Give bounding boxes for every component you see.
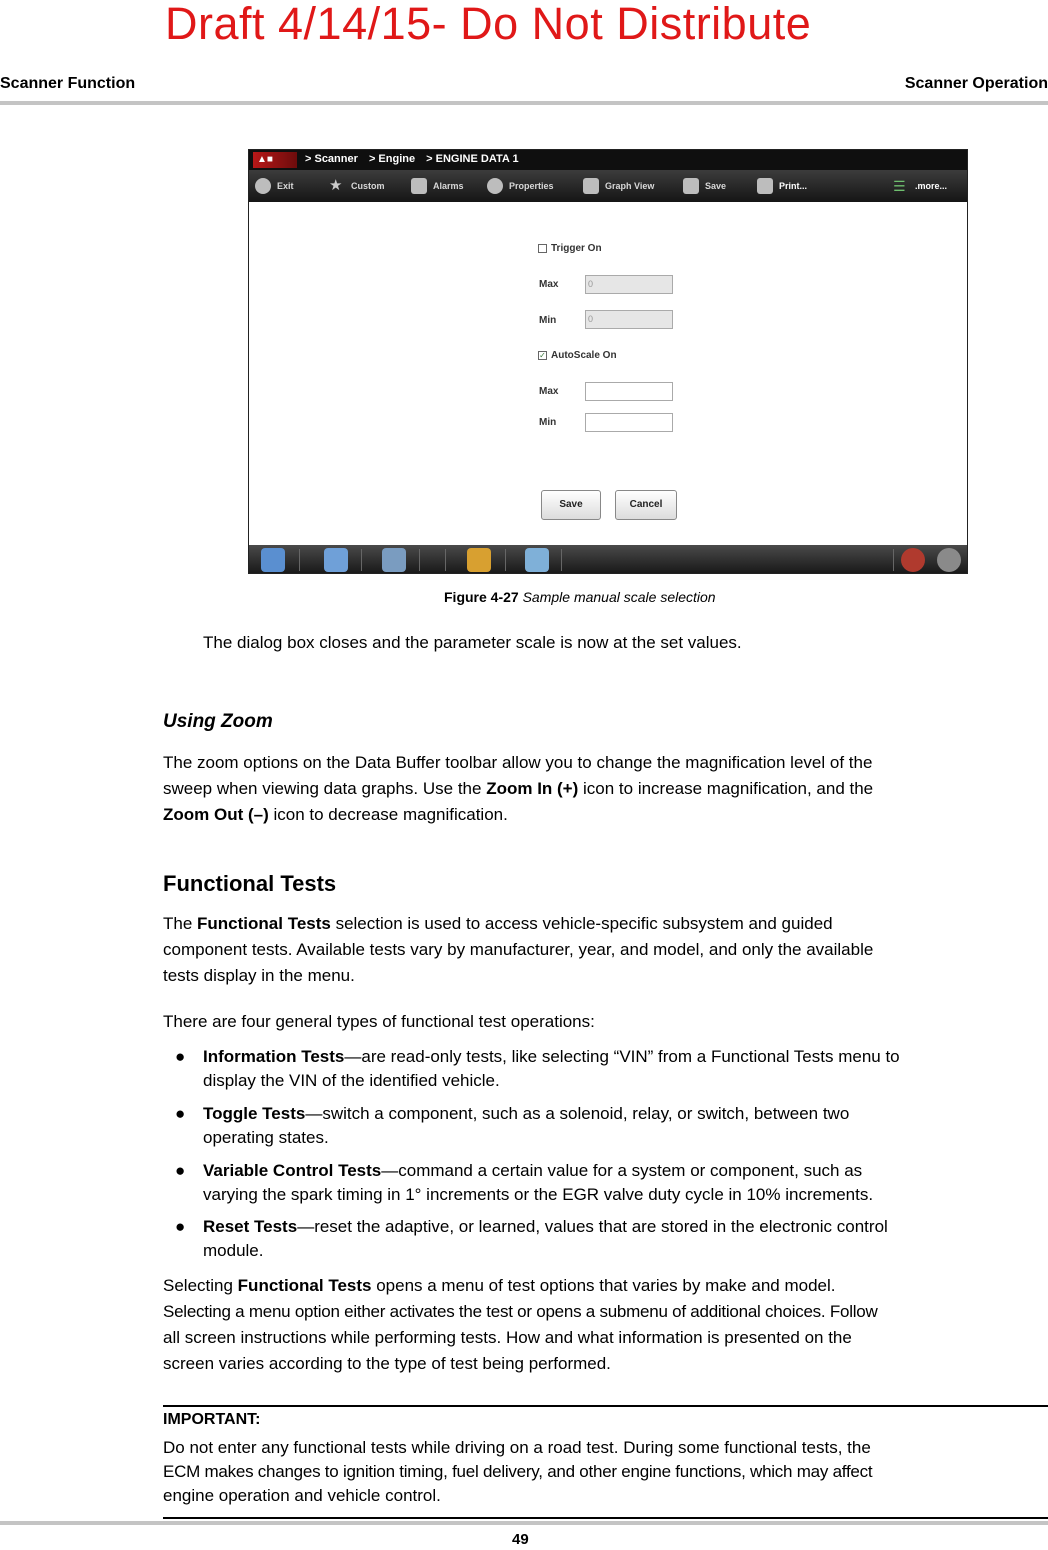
bullet-dot-icon: ●	[175, 1047, 186, 1066]
bullet-text	[203, 1045, 1048, 1093]
trigger-on-checkbox[interactable]	[538, 243, 602, 254]
footer-rule	[0, 1521, 1048, 1525]
bullet-line-1: —reset the adaptive, or learned, values that are stored in the electronic control	[297, 1217, 888, 1236]
bullet-text	[203, 1215, 1048, 1263]
important-bottom-rule	[163, 1517, 1048, 1519]
autoscale-min-input[interactable]	[585, 413, 673, 432]
screenshot-toolbar	[249, 170, 967, 202]
taskbar-separator	[361, 549, 362, 571]
taskbar-separator	[893, 549, 894, 571]
breadcrumb	[305, 153, 527, 165]
running-header-right: Scanner Operation	[904, 75, 1048, 92]
zoom-in-term: Zoom In (+)	[486, 779, 579, 798]
important-line-1: Do not enter any functional tests while driving on a road test. During some functional tests, the	[163, 1438, 871, 1457]
save-button[interactable]: Save	[541, 490, 601, 520]
back-arrow-icon	[255, 178, 271, 194]
alarms-label: Alarms	[433, 181, 464, 191]
trigger-max-input[interactable]: 0	[585, 275, 673, 294]
breadcrumb-engine-data: > ENGINE DATA 1	[426, 153, 519, 165]
breadcrumb-scanner[interactable]: > Scanner	[305, 153, 358, 165]
functional-tests-term: Functional Tests	[237, 1276, 372, 1295]
exit-button[interactable]	[255, 170, 294, 202]
zoom-text: icon to increase magnification, and the	[578, 779, 874, 798]
breadcrumb-engine[interactable]: > Engine	[368, 153, 416, 165]
functional-tests-heading: Functional Tests	[163, 871, 337, 896]
autoscale-min-label: Min	[539, 417, 557, 428]
bullet-line-2: operating states.	[203, 1128, 329, 1147]
properties-label: Properties	[509, 181, 554, 191]
autoscale-checkbox-box[interactable]: ✓	[539, 351, 546, 360]
custom-label: Custom	[351, 181, 385, 191]
selecting-line-1	[163, 1273, 1048, 1299]
screenshot-titlebar	[249, 150, 967, 170]
trigger-max-label: Max	[539, 279, 559, 290]
taskbar-separator	[419, 549, 420, 571]
bullet-term: Variable Control Tests	[203, 1161, 382, 1180]
bullet-line-2: display the VIN of the identified vehicle.	[203, 1071, 500, 1090]
functional-text: The	[163, 914, 198, 933]
exit-label: Exit	[277, 181, 294, 191]
bullet-line-2: module.	[203, 1241, 264, 1260]
screenshot-taskbar	[249, 545, 967, 574]
zoom-text: sweep when viewing data graphs. Use the	[163, 779, 487, 798]
scale-dialog	[249, 202, 967, 545]
functional-tests-term: Functional Tests	[197, 914, 331, 933]
selecting-line-3: all screen instructions while performing tests. How and what information is presented on the	[163, 1328, 852, 1347]
zoom-line-2	[163, 776, 1048, 802]
zoom-line-3	[163, 802, 1048, 828]
trigger-on-label: Trigger On	[551, 243, 602, 254]
important-line-3: engine operation and vehicle control.	[163, 1486, 441, 1505]
bullet-term: Reset Tests	[203, 1217, 298, 1236]
using-zoom-heading: Using Zoom	[163, 711, 273, 732]
autoscale-on-label: AutoScale On	[551, 350, 617, 361]
figure-caption	[444, 589, 716, 605]
cancel-button[interactable]: Cancel	[615, 490, 677, 520]
important-line-2: ECM makes changes to ignition timing, fuel delivery, and other engine functions, which may affect	[163, 1462, 873, 1481]
save-toolbar-button[interactable]	[683, 170, 726, 202]
selecting-text: opens a menu of test options that varies by make and model.	[371, 1276, 836, 1295]
autoscale-max-input[interactable]	[585, 382, 673, 401]
running-header-left: Scanner Function	[0, 75, 136, 92]
header-rule	[0, 101, 1048, 105]
selecting-functional-paragraph	[163, 1273, 1048, 1377]
taskbar-separator	[299, 549, 300, 571]
taskbar-separator	[445, 549, 446, 571]
taskbar-separator	[561, 549, 562, 571]
bullet-line-1: —are read-only tests, like selecting “VIN” from a Functional Tests menu to	[344, 1047, 900, 1066]
app-logo-icon: ▲■	[253, 152, 297, 168]
alarm-bell-icon	[411, 178, 427, 194]
test-types-intro: There are four general types of functional test operations:	[163, 1012, 595, 1031]
after-figure-paragraph: The dialog box closes and the parameter scale is now at the set values.	[203, 633, 742, 652]
bullet-dot-icon: ●	[175, 1217, 186, 1236]
bullet-term: Information Tests	[203, 1047, 345, 1066]
bullet-line-2: varying the spark timing in 1° increments or the EGR valve duty cycle in 10% increments.	[203, 1185, 874, 1204]
tools-icon[interactable]	[467, 548, 491, 572]
printer-icon	[757, 178, 773, 194]
bullet-text	[203, 1102, 1048, 1150]
vehicle-info-icon[interactable]	[324, 548, 348, 572]
selecting-line-2: Selecting a menu option either activates the test or opens a submenu of additional choices. Follow	[163, 1302, 878, 1321]
graph-icon	[583, 178, 599, 194]
folder-icon[interactable]	[525, 548, 549, 572]
figure-caption-text: Sample manual scale selection	[522, 589, 716, 605]
page-number: 49	[512, 1531, 529, 1548]
save-toolbar-label: Save	[705, 181, 727, 191]
trigger-min-label: Min	[539, 315, 557, 326]
bullet-dot-icon: ●	[175, 1104, 186, 1123]
zoom-out-term: Zoom Out (–)	[163, 805, 269, 824]
autoscale-max-label: Max	[539, 386, 559, 397]
zoom-line-1: The zoom options on the Data Buffer toolbar allow you to change the magnification level of the	[163, 753, 873, 772]
important-heading: IMPORTANT:	[163, 1411, 261, 1428]
autoscale-on-checkbox[interactable]	[538, 350, 617, 361]
zoom-text: icon to decrease magnification.	[268, 805, 508, 824]
functional-line-3: tests display in the menu.	[163, 966, 355, 985]
print-label: Print...	[779, 181, 808, 191]
trigger-checkbox-box[interactable]	[538, 244, 547, 253]
selecting-line-4: screen varies according to the type of test being performed.	[163, 1354, 611, 1373]
trigger-min-input[interactable]: 0	[585, 310, 673, 329]
graph-view-label: Graph View	[605, 181, 655, 191]
selecting-text: Selecting	[163, 1276, 238, 1295]
print-button[interactable]	[757, 170, 807, 202]
functional-line-2: component tests. Available tests vary by manufacturer, year, and model, and only the available	[163, 940, 874, 959]
star-icon: ★	[329, 177, 343, 194]
save-disk-icon	[683, 178, 699, 194]
taskbar-separator	[505, 549, 506, 571]
menu-list-icon: ☰	[893, 178, 906, 194]
bullet-line-1: —command a certain value for a system or component, such as	[381, 1161, 863, 1180]
alarms-button[interactable]	[411, 170, 464, 202]
bullet-line-1: —switch a component, such as a solenoid, relay, or switch, between two	[305, 1104, 850, 1123]
functional-intro-paragraph	[163, 911, 1048, 989]
important-top-rule	[163, 1405, 1048, 1407]
zoom-paragraph	[163, 750, 1048, 828]
home-icon[interactable]	[261, 548, 285, 572]
scanner-screenshot	[248, 149, 968, 574]
figure-number: Figure 4-27	[444, 589, 519, 605]
graph-view-button[interactable]	[583, 170, 654, 202]
connection-status-icon[interactable]	[901, 548, 925, 572]
functional-text: selection is used to access vehicle-specific subsystem and guided	[330, 914, 833, 933]
more-label: .more...	[915, 181, 948, 191]
custom-button[interactable]	[329, 170, 385, 202]
gear-icon	[487, 178, 503, 194]
important-body	[163, 1436, 1048, 1508]
bullet-text	[203, 1159, 1048, 1207]
bullet-dot-icon: ●	[175, 1161, 186, 1180]
data-list-icon[interactable]	[382, 548, 406, 572]
more-button[interactable]	[893, 170, 947, 202]
functional-line-1	[163, 911, 1048, 937]
wifi-status-icon[interactable]	[937, 548, 961, 572]
draft-watermark: Draft 4/14/15- Do Not Distribute	[165, 0, 812, 49]
bullet-term: Toggle Tests	[203, 1104, 306, 1123]
properties-button[interactable]	[487, 170, 554, 202]
